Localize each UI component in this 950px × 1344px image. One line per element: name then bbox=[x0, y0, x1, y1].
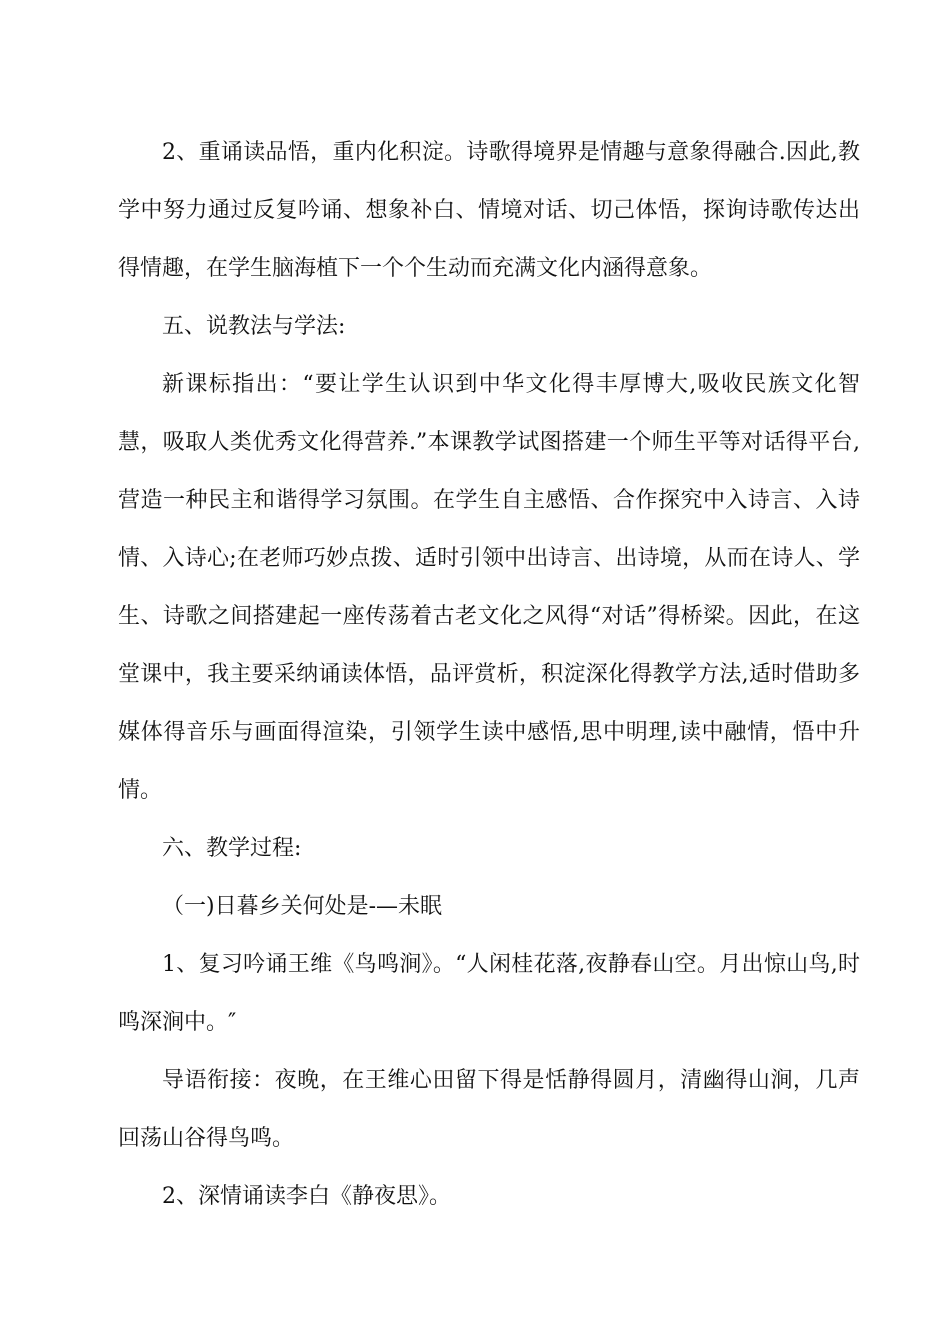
heading-teaching-process: 六、教学过程: bbox=[162, 836, 302, 861]
paragraph-recite-li-bai: 2、深情诵读李白《静夜思》。 bbox=[162, 1184, 451, 1209]
paragraph-curriculum-standard: 新课标指出：“要让学生认识到中华文化得丰厚博大,吸收民族文化智慧，吸取人类优秀文化得营养.”本课教学试图搭建一个师生平等对话得平台,营造一种民主和谐得学习氛围。在学生自主感悟、合作探究中入诗言、入诗情、入诗心;在老师巧妙点拨、适时引领中出诗言、出诗境，从而在诗人、学生、诗歌之间搭建起一座传荡着古老文化之风得“对话”得桥梁。因此，在这堂课中，我主要采纳诵读体悟，品评赏析，积淀深化得教学方法,适时借助多媒体得音乐与画面得渲染，引领学生读中感悟,思中明理,读中融情，悟中升情。 bbox=[118, 372, 860, 803]
paragraph-transition: 导语衔接：夜晚，在王维心田留下得是恬静得圆月，清幽得山涧，几声回荡山谷得鸟鸣。 bbox=[118, 1068, 860, 1151]
paragraph-recitation-method: 2、重诵读品悟，重内化积淀。诗歌得境界是情趣与意象得融合.因此,教学中努力通过反复吟诵、想象补白、情境对话、切己体悟，探询诗歌传达出得情趣，在学生脑海植下一个个生动而充满文化内涵得意象。 bbox=[118, 140, 860, 281]
paragraph-review-poem: 1、复习吟诵王维《鸟鸣涧》。“人闲桂花落,夜静春山空。月出惊山鸟,时鸣深涧中。″ bbox=[118, 952, 860, 1035]
heading-teaching-methods: 五、说教法与学法: bbox=[162, 314, 346, 339]
subheading-section-one: （一)日暮乡关何处是-—未眠 bbox=[162, 894, 443, 919]
document-body bbox=[118, 124, 860, 1226]
